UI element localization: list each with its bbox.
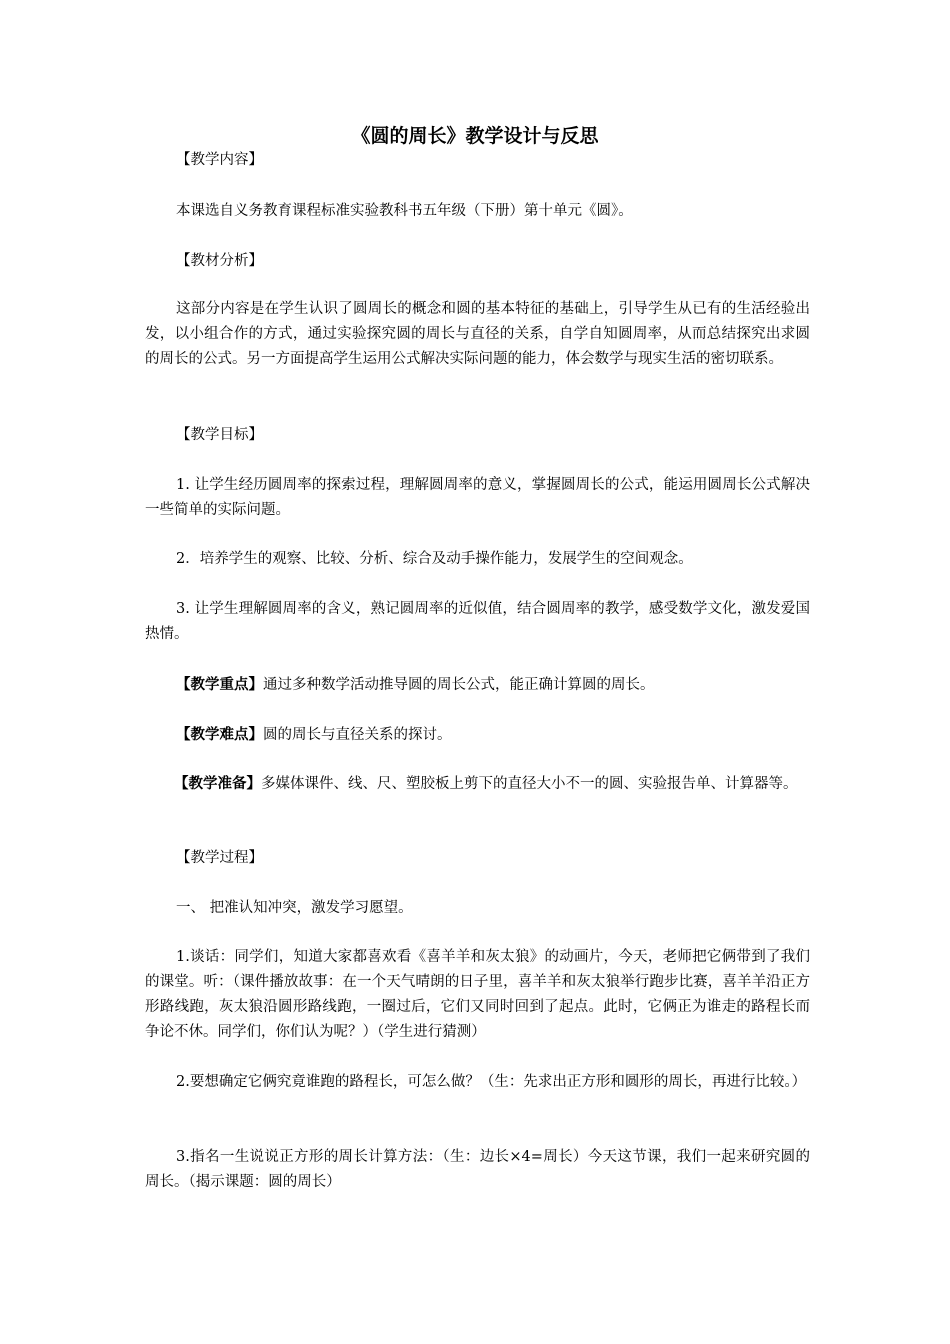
paragraph-key-point	[145, 672, 810, 698]
preparation-label: 【教学准备】	[174, 775, 261, 792]
paragraph-goal-2: 2．培养学生的观察、比较、分析、综合及动手操作能力，发展学生的空间观念。	[176, 551, 693, 567]
process-paragraph-3: 3.指名一生说说正方形的周长计算方法：（生：边长×4=周长）今天这节课，我们一起来研究圆的周长。（揭示课题：圆的周长）	[145, 1149, 810, 1190]
paragraph-difficulty	[145, 722, 810, 748]
key-point-label: 【教学重点】	[176, 676, 263, 693]
process-paragraph-2: 2.要想确定它俩究竟谁跑的路程长，可怎么做？（生：先求出正方形和圆形的周长，再进行比较。）	[176, 1074, 807, 1090]
difficulty-text: 圆的周长与直径关系的探讨。	[263, 727, 452, 743]
heading-teaching-process: 【教学过程】	[176, 850, 263, 866]
heading-teaching-content: 【教学内容】	[176, 152, 263, 168]
heading-material-analysis: 【教材分析】	[176, 253, 263, 269]
paragraph-goal-3: 3. 让学生理解圆周率的含义，熟记圆周率的近似值，结合圆周率的教学，感受数学文化，激发爱国热情。	[145, 601, 810, 642]
preparation-text: 多媒体课件、线、尺、塑胶板上剪下的直径大小不一的圆、实验报告单、计算器等。	[261, 776, 798, 792]
paragraph-goal-1: 1. 让学生经历圆周率的探索过程，理解圆周率的意义，掌握圆周长的公式，能运用圆周长公式解决一些简单的实际问题。	[145, 477, 810, 518]
paragraph-material-analysis: 这部分内容是在学生认识了圆周长的概念和圆的基本特征的基础上，引导学生从已有的生活经验出发，以小组合作的方式，通过实验探究圆的周长与直径的关系，自学自知圆周率，从而总结探究出求圆的周长的公式。另一方面提高学生运用公式解决实际问题的能力，体会数学与现实生活的密切联系。	[145, 301, 810, 367]
paragraph-teaching-content: 本课选自义务教育课程标准实验教科书五年级（下册）第十单元《圆》。	[176, 203, 633, 219]
process-step-heading: 一、 把准认知冲突，激发学习愿望。	[176, 900, 413, 916]
difficulty-label: 【教学难点】	[176, 726, 263, 743]
paragraph-preparation	[145, 771, 810, 797]
document-title: 《圆的周长》教学设计与反思	[351, 125, 599, 147]
process-paragraph-1: 1.谈话：同学们，知道大家都喜欢看《喜羊羊和灰太狼》的动画片，今天，老师把它俩带到了我们的课堂。听：（课件播放故事：在一个天气晴朗的日子里，喜羊羊和灰太狼举行跑步比赛，喜羊羊沿正方形路线跑，灰太狼沿圆形路线跑，一圈过后，它们又同时回到了起点。此时，它俩正为谁走的路程长而争论不休。同学们，你们认为呢？）（学生进行猜测）	[145, 949, 810, 1040]
heading-teaching-goals: 【教学目标】	[176, 427, 263, 443]
key-point-text: 通过多种数学活动推导圆的周长公式，能正确计算圆的周长。	[263, 677, 655, 693]
